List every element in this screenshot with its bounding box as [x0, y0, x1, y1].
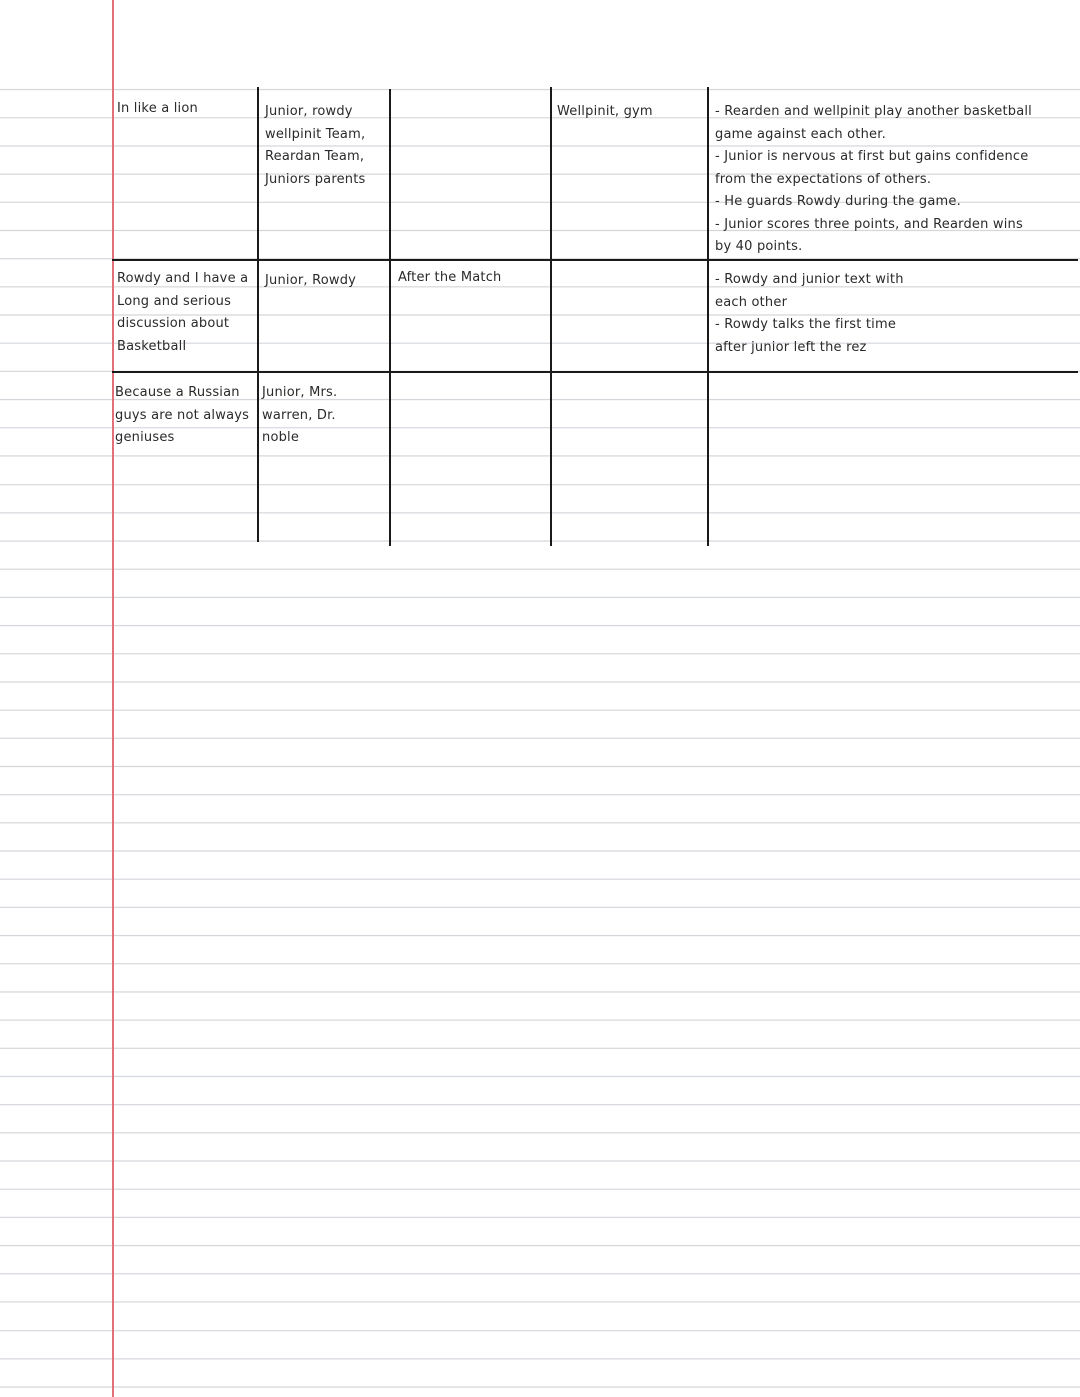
cell-line: Junior, Rowdy	[265, 273, 357, 288]
row-1-characters	[265, 101, 366, 191]
cell-line: geniuses	[115, 430, 175, 445]
cell-line: guys are not always	[115, 407, 250, 423]
column-divider-3	[550, 87, 552, 546]
paper-header-space	[0, 0, 1080, 88]
cell-line: After the Match	[398, 270, 502, 285]
row-2-characters	[265, 270, 356, 293]
cell-line: Junior, Mrs.	[262, 385, 338, 400]
row-2-chapter	[117, 268, 248, 358]
cell-line: after junior left the rez	[715, 339, 867, 355]
column-divider-2	[389, 89, 391, 546]
cell-line: by 40 points.	[715, 239, 803, 254]
row-1-chapter	[117, 98, 198, 121]
row-3-chapter	[115, 382, 249, 450]
cell-line: Basketball	[117, 338, 187, 354]
cell-line: wellpinit Team,	[265, 126, 366, 142]
cell-line: Rowdy and I have a	[117, 271, 249, 286]
cell-line: each other	[715, 294, 788, 310]
cell-line: - Rowdy talks the first time	[715, 317, 897, 332]
cell-line: - Junior scores three points, and Rearden wins	[715, 216, 1023, 232]
column-divider-1	[257, 87, 259, 542]
row-3-characters	[262, 382, 337, 450]
row-2-events	[715, 269, 904, 359]
margin-line	[112, 0, 114, 1397]
cell-line: Reardan Team,	[265, 149, 365, 164]
cell-line: - Rowdy and junior text with	[715, 272, 904, 287]
cell-line: game against each other.	[715, 126, 886, 142]
row-2-time	[398, 267, 501, 290]
cell-line: - He guards Rowdy during the game.	[715, 194, 961, 209]
row-1-events	[715, 101, 1032, 259]
cell-line: noble	[262, 430, 300, 445]
cell-line: In like a lion	[117, 101, 198, 116]
cell-line: Juniors parents	[265, 171, 366, 187]
cell-line: Because a Russian	[115, 385, 240, 400]
column-divider-4	[707, 87, 709, 546]
cell-line: Wellpinit, gym	[557, 104, 653, 119]
cell-line: - Rearden and wellpinit play another basketball	[715, 104, 1032, 119]
row-1-setting	[557, 101, 653, 124]
cell-line: Long and serious	[117, 293, 232, 309]
cell-line: Junior, rowdy	[265, 104, 353, 119]
cell-line: warren, Dr.	[262, 407, 336, 423]
cell-line: discussion about	[117, 316, 230, 331]
cell-line: - Junior is nervous at first but gains confidence	[715, 149, 1029, 164]
cell-line: from the expectations of others.	[715, 171, 932, 187]
